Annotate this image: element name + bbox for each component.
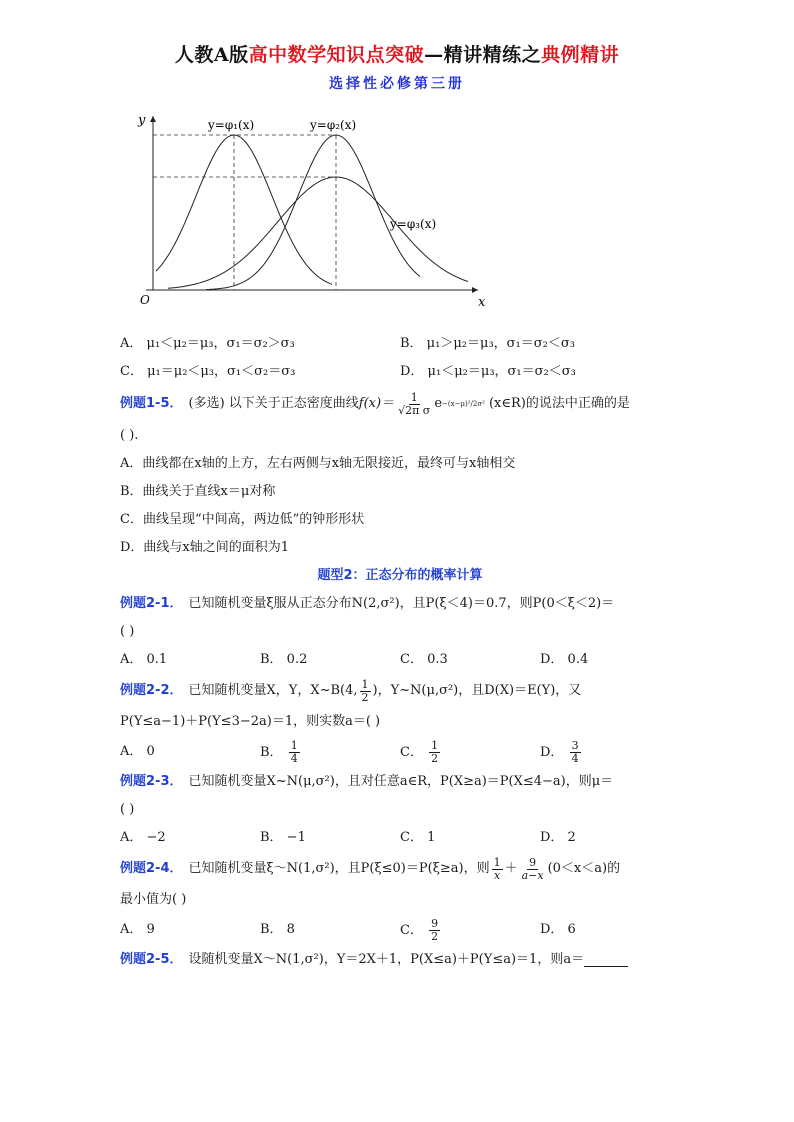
q24-stem: [120, 852, 680, 886]
section-heading: 题型2：正态分布的概率计算: [317, 568, 483, 583]
q1-options-row1: [120, 330, 680, 358]
q24-option-d: D． 6: [540, 922, 576, 937]
q21-text: 已知随机变量ξ服从正态分布N(2,σ²)，且P(ξ＜4)＝0.7，则P(0＜ξ＜2)＝: [188, 596, 615, 611]
q24-plus: ＋: [504, 861, 518, 876]
q23-label: 例题2-3．: [120, 774, 183, 789]
q24-frac1: [492, 857, 503, 882]
q15-option-b: B．曲线关于直线x＝μ对称: [120, 484, 276, 499]
q15-stem: [120, 386, 680, 422]
q24-option-a: A． 9: [120, 922, 155, 937]
q22-option-b-num: 1: [290, 738, 298, 752]
q22-option-c-letter: C．: [400, 744, 423, 760]
q24-option-c: [400, 918, 540, 943]
q15-frac-num: 1: [410, 390, 418, 404]
document-body: [120, 330, 680, 974]
q15-label: 例题1-5．: [120, 396, 183, 411]
q24-label: 例题2-4．: [120, 861, 183, 876]
q21-option-c: C． 0.3: [400, 652, 448, 667]
q15-option-d: D．曲线与x轴之间的面积为1: [120, 540, 290, 555]
q23-paren: ( ): [120, 802, 135, 817]
curve1-label: y=φ₁(x): [208, 118, 255, 132]
q15-option-c: C．曲线呈现“中间高，两边低”的钟形形状: [120, 512, 365, 527]
q21-label: 例题2-1．: [120, 596, 183, 611]
q24-option-c-letter: C．: [400, 922, 423, 938]
title-part2: 高中数学知识点突破: [248, 44, 425, 66]
q23-stem: [120, 768, 680, 796]
q23-options: [120, 824, 680, 852]
q24-frac2: [520, 857, 546, 882]
q23-text: 已知随机变量X~N(μ,σ²)，且对任意a∈R，P(X≥a)＝P(X≤4−a)，则μ＝: [188, 774, 614, 789]
q24-text-pre: 已知随机变量ξ～N(1,σ²)，且P(ξ≤0)＝P(ξ≥a)，则: [188, 861, 490, 876]
q23-option-a: A． −2: [120, 830, 166, 845]
q24-options: [120, 914, 680, 946]
q24-option-c-frac: [429, 918, 440, 943]
q24-option-c-num: 9: [431, 916, 439, 930]
q22-label: 例题2-2．: [120, 683, 183, 698]
q15-domain: (x∈R): [488, 396, 526, 411]
q22-fraction: [360, 679, 371, 704]
q22-option-b-letter: B．: [260, 744, 283, 760]
title-part3: —精讲精练之: [424, 44, 542, 66]
q15-option-a: A．曲线都在x轴的上方，左右两侧与x轴无限接近，最终可与x轴相交: [120, 456, 516, 471]
q22-option-b-den: 4: [290, 751, 298, 765]
q24-line2: 最小值为( ): [120, 892, 187, 907]
q23-option-d: D． 2: [540, 830, 576, 845]
q15-paren: ( ).: [120, 428, 139, 443]
q22-option-d: [540, 740, 680, 765]
q15-exp-base: e: [434, 396, 443, 411]
q1-options-row2: [120, 358, 680, 386]
q21-stem: [120, 590, 680, 618]
title-part4: 典例精讲: [541, 44, 620, 66]
page-header: [0, 40, 794, 93]
q25-label: 例题2-5．: [120, 952, 183, 967]
q1-option-a: A． μ₁＜μ₂＝μ₃，σ₁＝σ₂＞σ₃: [120, 336, 295, 351]
q24-frac2-den: a−x: [521, 868, 544, 882]
q24-frac2-num: 9: [529, 855, 537, 869]
q1-option-c: C． μ₁＝μ₂＜μ₃，σ₁＜σ₂＝σ₃: [120, 364, 296, 379]
q21-option-a: A． 0.1: [120, 652, 168, 667]
q15-fraction: [396, 392, 432, 417]
q23-option-c: C． 1: [400, 830, 436, 845]
q21-options: [120, 646, 680, 674]
curve3-label: y=φ₃(x): [390, 217, 437, 231]
q15-text-pre: (多选) 以下关于正态密度曲线: [188, 396, 359, 411]
title-part1: 人教A版: [174, 44, 249, 66]
q24-option-b: B． 8: [260, 922, 295, 937]
q22-frac-num: 1: [361, 677, 369, 691]
y-axis-label: y: [138, 113, 146, 128]
q23-option-b: B． −1: [260, 830, 306, 845]
q15-frac-den: √2π σ: [398, 403, 431, 417]
q1-option-d: D． μ₁＜μ₂＝μ₃，σ₁＝σ₂＜σ₃: [400, 364, 576, 379]
x-axis-label: x: [478, 295, 486, 310]
q22-option-d-den: 4: [571, 751, 579, 765]
q15-formula-lhs: f(x)＝: [358, 396, 395, 411]
page-subtitle: 选择性必修第三册: [329, 76, 465, 92]
curve-phi1: [156, 135, 332, 284]
q25-text: 设随机变量X～N(1,σ²)，Y＝2X＋1，P(X≤a)＋P(Y≤a)＝1，则a＝: [188, 952, 585, 967]
q22-option-a: A． 0: [120, 744, 155, 759]
q22-option-c-frac: [429, 740, 440, 765]
q24-frac1-den: x: [493, 868, 501, 882]
q22-text-pre: 已知随机变量X，Y，X~B(4,: [188, 683, 358, 698]
q22-option-c-den: 2: [431, 751, 439, 765]
q22-option-c-num: 1: [431, 738, 439, 752]
q21-paren: ( ): [120, 624, 135, 639]
q24-option-c-den: 2: [431, 929, 439, 943]
q15-exp-sup: −(x−μ)²/2σ²: [442, 400, 485, 408]
curve-phi2: [206, 135, 420, 290]
q22-option-d-num: 3: [571, 738, 579, 752]
page-title: [0, 40, 794, 67]
q24-text-post: (0＜x＜a)的: [547, 861, 621, 876]
q22-options: [120, 736, 680, 768]
q22-frac-den: 2: [361, 690, 369, 704]
q22-stem: [120, 674, 680, 708]
q25-answer-blank[interactable]: [584, 954, 628, 967]
q15-text-post: 的说法中正确的是: [525, 396, 630, 411]
curve2-label: y=φ₂(x): [310, 118, 357, 132]
q25-stem: [120, 946, 680, 974]
q22-option-d-frac: [570, 740, 581, 765]
q21-option-d: D． 0.4: [540, 652, 589, 667]
origin-label: O: [140, 293, 150, 307]
q22-option-b: [260, 740, 400, 765]
q22-option-b-frac: [289, 740, 300, 765]
q22-line2: P(Y≤a−1)＋P(Y≤3−2a)＝1，则实数a＝( ): [120, 714, 381, 729]
q22-option-d-letter: D．: [540, 744, 564, 760]
q24-frac1-num: 1: [493, 855, 501, 869]
q22-text-post: )，Y~N(μ,σ²)，且D(X)＝E(Y)，又: [372, 683, 582, 698]
q22-option-c: [400, 740, 540, 765]
q21-option-b: B． 0.2: [260, 652, 308, 667]
curve-phi3: [168, 177, 468, 288]
normal-curves-figure: [128, 108, 498, 318]
q1-option-b: B． μ₁＞μ₂＝μ₃，σ₁＝σ₂＜σ₃: [400, 336, 575, 351]
